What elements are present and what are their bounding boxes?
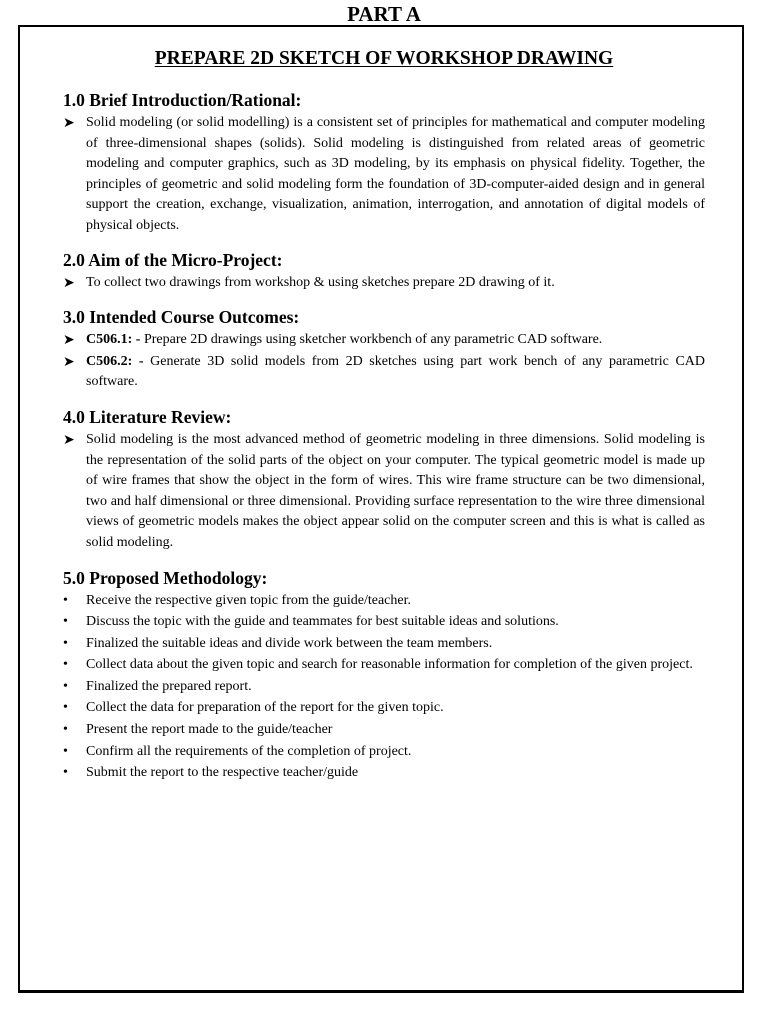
list-item <box>63 698 705 719</box>
list-item-text: Discuss the topic with the guide and teammates for best suitable ideas and solutions. <box>86 614 559 630</box>
bullet-dot-icon: • <box>63 700 68 716</box>
bullet-dot-icon: • <box>63 722 68 738</box>
section-heading: 3.0 Intended Course Outcomes: <box>63 307 300 328</box>
outcome-text: Generate 3D solid models from 2D sketches using part work bench of any parametric CAD software. <box>86 353 706 390</box>
arrow-bullet-icon: ➤ <box>63 353 75 370</box>
paragraph-text: Solid modeling is the most advanced method of geometric modeling in three dimensions. Solid modeling is the representation of the solid parts of the object on your computer. The typical geometric model is made up of wire frames that show the object in the form of wires. This wire frame structure can be two dimensional, two and half dimensional or three dimensional. Providing surface representation to the wire three dimensional views of geometric models makes the object appear solid on the computer screen and this is what is called as solid modeling. <box>86 431 705 550</box>
bullet-dot-icon: • <box>63 678 68 694</box>
section-course-outcomes <box>63 305 705 393</box>
paragraph-item <box>63 113 705 237</box>
section-literature-review <box>63 405 705 554</box>
section-aim <box>63 248 705 294</box>
list-item <box>63 742 705 763</box>
paragraph-item <box>63 273 705 294</box>
list-item-text: Finalized the suitable ideas and divide work between the team members. <box>86 635 493 651</box>
part-title: PART A <box>347 2 421 26</box>
bullet-dot-icon: • <box>63 635 68 651</box>
document-title: PREPARE 2D SKETCH OF WORKSHOP DRAWING <box>154 48 614 69</box>
list-item-text: Collect data about the given topic and search for reasonable information for completion of the given project. <box>86 657 693 673</box>
arrow-bullet-icon: ➤ <box>63 274 75 291</box>
list-item <box>63 591 705 612</box>
list-item <box>63 763 705 784</box>
list-item <box>63 720 705 741</box>
arrow-bullet-icon: ➤ <box>63 431 75 448</box>
list-item-text: Receive the respective given topic from the guide/teacher. <box>86 592 411 608</box>
bullet-dot-icon: • <box>63 592 68 608</box>
bullet-dot-icon: • <box>63 765 68 781</box>
section-methodology <box>63 566 705 784</box>
bullet-dot-icon: • <box>63 743 68 759</box>
list-item <box>63 677 705 698</box>
list-item <box>63 634 705 655</box>
list-item-text: Present the report made to the guide/teacher <box>86 722 333 738</box>
list-item-text: Collect the data for preparation of the report for the given topic. <box>86 700 444 716</box>
paragraph-item <box>63 430 705 554</box>
section-heading: 2.0 Aim of the Micro-Project: <box>63 249 283 270</box>
bullet-dot-icon: • <box>63 657 68 673</box>
outcome-text: Prepare 2D drawings using sketcher workbench of any parametric CAD software. <box>143 332 603 348</box>
outcome-code: C506.1: - <box>86 332 141 348</box>
outcome-item <box>63 352 705 393</box>
bullet-dot-icon: • <box>63 614 68 630</box>
arrow-bullet-icon: ➤ <box>63 115 75 131</box>
section-introduction <box>63 88 705 237</box>
list-item-text: Submit the report to the respective teacher/guide <box>86 765 359 781</box>
list-item-text: Finalized the prepared report. <box>86 678 252 694</box>
list-item <box>63 655 705 676</box>
list-item-text: Confirm all the requirements of the completion of project. <box>86 743 412 759</box>
paragraph-text: To collect two drawings from workshop & using sketches prepare 2D drawing of it. <box>86 274 555 290</box>
section-heading: 1.0 Brief Introduction/Rational: <box>63 90 302 110</box>
outcome-code: C506.2: - <box>86 353 144 369</box>
list-item <box>63 612 705 633</box>
section-heading: 5.0 Proposed Methodology: <box>63 567 268 588</box>
outcome-item <box>63 330 705 351</box>
section-heading: 4.0 Literature Review: <box>63 406 232 427</box>
arrow-bullet-icon: ➤ <box>63 332 75 349</box>
paragraph-text: Solid modeling (or solid modelling) is a consistent set of principles for mathematical and computer modeling of three-dimensional shapes (solids). Solid modeling is distinguished from related areas of geometric modeling and computer graphics, such as 3D modeling, by its emphasis on physical fidelity. Together, the principles of geometric and solid modeling form the foundation of 3D-computer-aided design and in general support the creation, exchange, visualization, animation, interrogation, and annotation of digital models of physical objects. <box>86 115 705 233</box>
document-body <box>63 88 705 784</box>
